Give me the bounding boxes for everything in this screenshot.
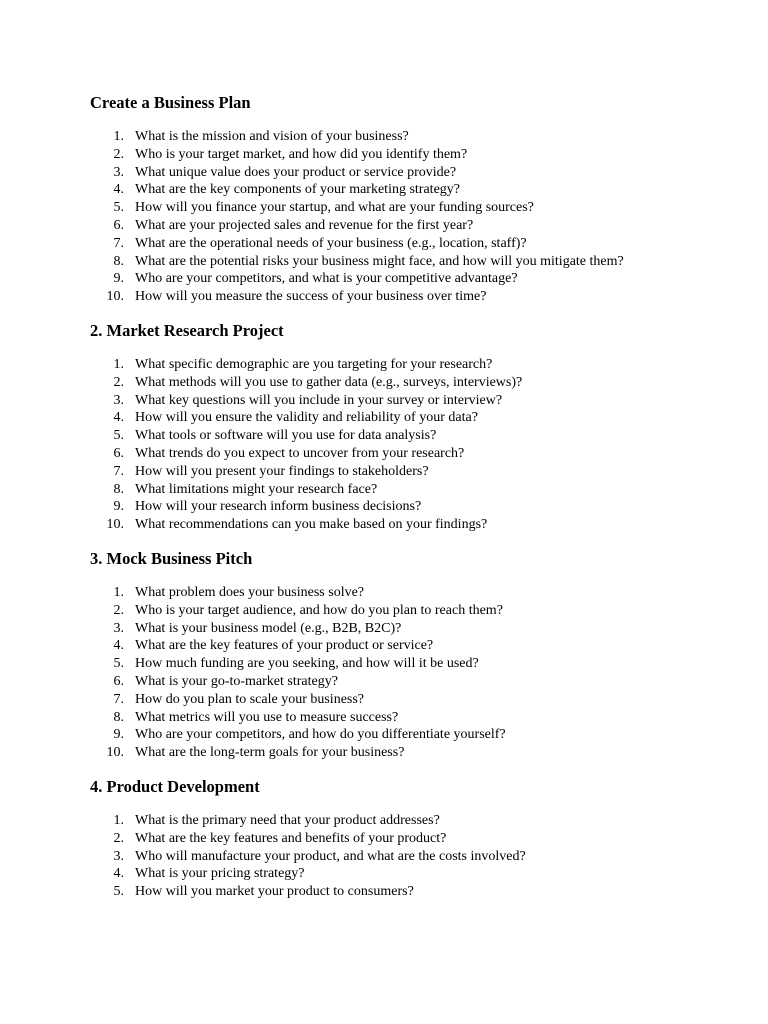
question-text: What specific demographic are you targeting for your research? [135, 356, 493, 372]
question-text: How will you present your findings to stakeholders? [135, 463, 429, 479]
list-number: 2. [113, 146, 124, 162]
list-item [90, 584, 730, 602]
list-item [90, 128, 730, 146]
list-number: 1. [113, 129, 124, 144]
section-mock-pitch [90, 548, 730, 762]
list-item [90, 883, 730, 901]
question-text: What is your go-to-market strategy? [135, 673, 338, 689]
list-number: 5. [113, 200, 124, 216]
list-number: 9. [113, 727, 124, 743]
question-text: What trends do you expect to uncover from your research? [135, 445, 465, 461]
document-page [90, 92, 730, 915]
list-item [90, 217, 730, 235]
list-item [90, 374, 730, 392]
question-text: What is your business model (e.g., B2B, B2C)? [135, 620, 402, 636]
list-item [90, 516, 730, 534]
list-number: 2. [113, 830, 124, 846]
list-number: 10. [106, 517, 124, 533]
question-text: What are the key components of your marketing strategy? [135, 182, 460, 198]
list-number: 2. [113, 602, 124, 618]
section-product-development [90, 776, 730, 901]
question-text: What is the mission and vision of your business? [135, 129, 409, 144]
list-item [90, 392, 730, 410]
list-number: 3. [113, 620, 124, 636]
question-text: How much funding are you seeking, and how will it be used? [135, 656, 479, 672]
list-item [90, 409, 730, 427]
question-list [90, 128, 730, 306]
list-item [90, 865, 730, 883]
list-number: 7. [113, 691, 124, 707]
list-item [90, 199, 730, 217]
question-text: What are the key features of your product or service? [135, 638, 434, 654]
question-list [90, 812, 730, 901]
question-text: What metrics will you use to measure success? [135, 709, 399, 725]
question-text: How will you measure the success of your business over time? [135, 289, 487, 305]
list-item [90, 164, 730, 182]
list-item [90, 498, 730, 516]
section-business-plan [90, 92, 730, 306]
list-number: 3. [113, 848, 124, 864]
question-text: What are the potential risks your business might face, and how will you mitigate them? [135, 253, 624, 269]
list-number: 1. [113, 812, 124, 828]
list-item [90, 288, 730, 306]
list-number: 6. [113, 673, 124, 689]
list-number: 2. [113, 374, 124, 390]
question-text: Who is your target market, and how did you identify them? [135, 146, 468, 162]
question-text: What methods will you use to gather data (e.g., surveys, interviews)? [135, 374, 523, 390]
question-text: What are your projected sales and revenue for the first year? [135, 217, 474, 233]
list-item [90, 181, 730, 199]
list-number: 6. [113, 445, 124, 461]
list-item [90, 253, 730, 271]
list-number: 5. [113, 884, 124, 900]
list-item [90, 744, 730, 762]
list-number: 7. [113, 235, 124, 251]
question-list [90, 584, 730, 762]
section-title: Create a Business Plan [90, 93, 251, 112]
list-item [90, 691, 730, 709]
list-item [90, 726, 730, 744]
list-number: 6. [113, 217, 124, 233]
list-number: 10. [106, 745, 124, 761]
section-title: 3. Mock Business Pitch [90, 548, 253, 568]
list-number: 5. [113, 428, 124, 444]
section-market-research [90, 320, 730, 534]
question-text: Who is your target audience, and how do you plan to reach them? [135, 602, 503, 618]
list-number: 8. [113, 709, 124, 725]
question-text: What unique value does your product or service provide? [135, 164, 457, 180]
question-text: Who are your competitors, and what is your competitive advantage? [135, 271, 518, 287]
question-text: What are the key features and benefits of your product? [135, 830, 447, 846]
list-number: 4. [113, 638, 124, 654]
question-text: What is your pricing strategy? [135, 866, 305, 882]
question-text: What problem does your business solve? [135, 584, 365, 600]
list-number: 4. [113, 866, 124, 882]
section-title: 2. Market Research Project [90, 320, 284, 340]
question-text: What are the long-term goals for your business? [135, 745, 405, 761]
list-item [90, 637, 730, 655]
list-item [90, 146, 730, 164]
list-item [90, 602, 730, 620]
list-number: 1. [113, 584, 124, 600]
list-number: 9. [113, 271, 124, 287]
question-text: What tools or software will you use for data analysis? [135, 428, 437, 444]
list-item [90, 445, 730, 463]
list-item [90, 655, 730, 673]
list-number: 3. [113, 164, 124, 180]
question-text: Who will manufacture your product, and what are the costs involved? [135, 848, 526, 864]
list-item [90, 463, 730, 481]
section-title: 4. Product Development [90, 776, 260, 796]
list-item [90, 620, 730, 638]
question-text: How will you finance your startup, and what are your funding sources? [135, 200, 534, 216]
list-number: 3. [113, 392, 124, 408]
list-item [90, 427, 730, 445]
question-text: How will your research inform business decisions? [135, 499, 422, 515]
question-list [90, 356, 730, 534]
list-number: 8. [113, 253, 124, 269]
question-text: What limitations might your research face? [135, 481, 378, 497]
list-number: 4. [113, 410, 124, 426]
list-item [90, 673, 730, 691]
list-number: 1. [113, 356, 124, 372]
list-number: 5. [113, 656, 124, 672]
list-number: 9. [113, 499, 124, 515]
question-text: Who are your competitors, and how do you differentiate yourself? [135, 727, 506, 743]
list-item [90, 481, 730, 499]
list-item [90, 356, 730, 374]
question-text: How do you plan to scale your business? [135, 691, 365, 707]
list-item [90, 830, 730, 848]
list-item [90, 812, 730, 830]
question-text: What is the primary need that your product addresses? [135, 812, 440, 828]
question-text: How will you market your product to consumers? [135, 884, 414, 900]
question-text: What recommendations can you make based on your findings? [135, 517, 488, 533]
list-item [90, 709, 730, 727]
question-text: What are the operational needs of your business (e.g., location, staff)? [135, 235, 527, 251]
list-number: 7. [113, 463, 124, 479]
list-number: 8. [113, 481, 124, 497]
question-text: How will you ensure the validity and reliability of your data? [135, 410, 478, 426]
list-item [90, 848, 730, 866]
question-text: What key questions will you include in your survey or interview? [135, 392, 503, 408]
list-item [90, 235, 730, 253]
list-number: 4. [113, 182, 124, 198]
list-item [90, 270, 730, 288]
list-number: 10. [106, 289, 124, 305]
